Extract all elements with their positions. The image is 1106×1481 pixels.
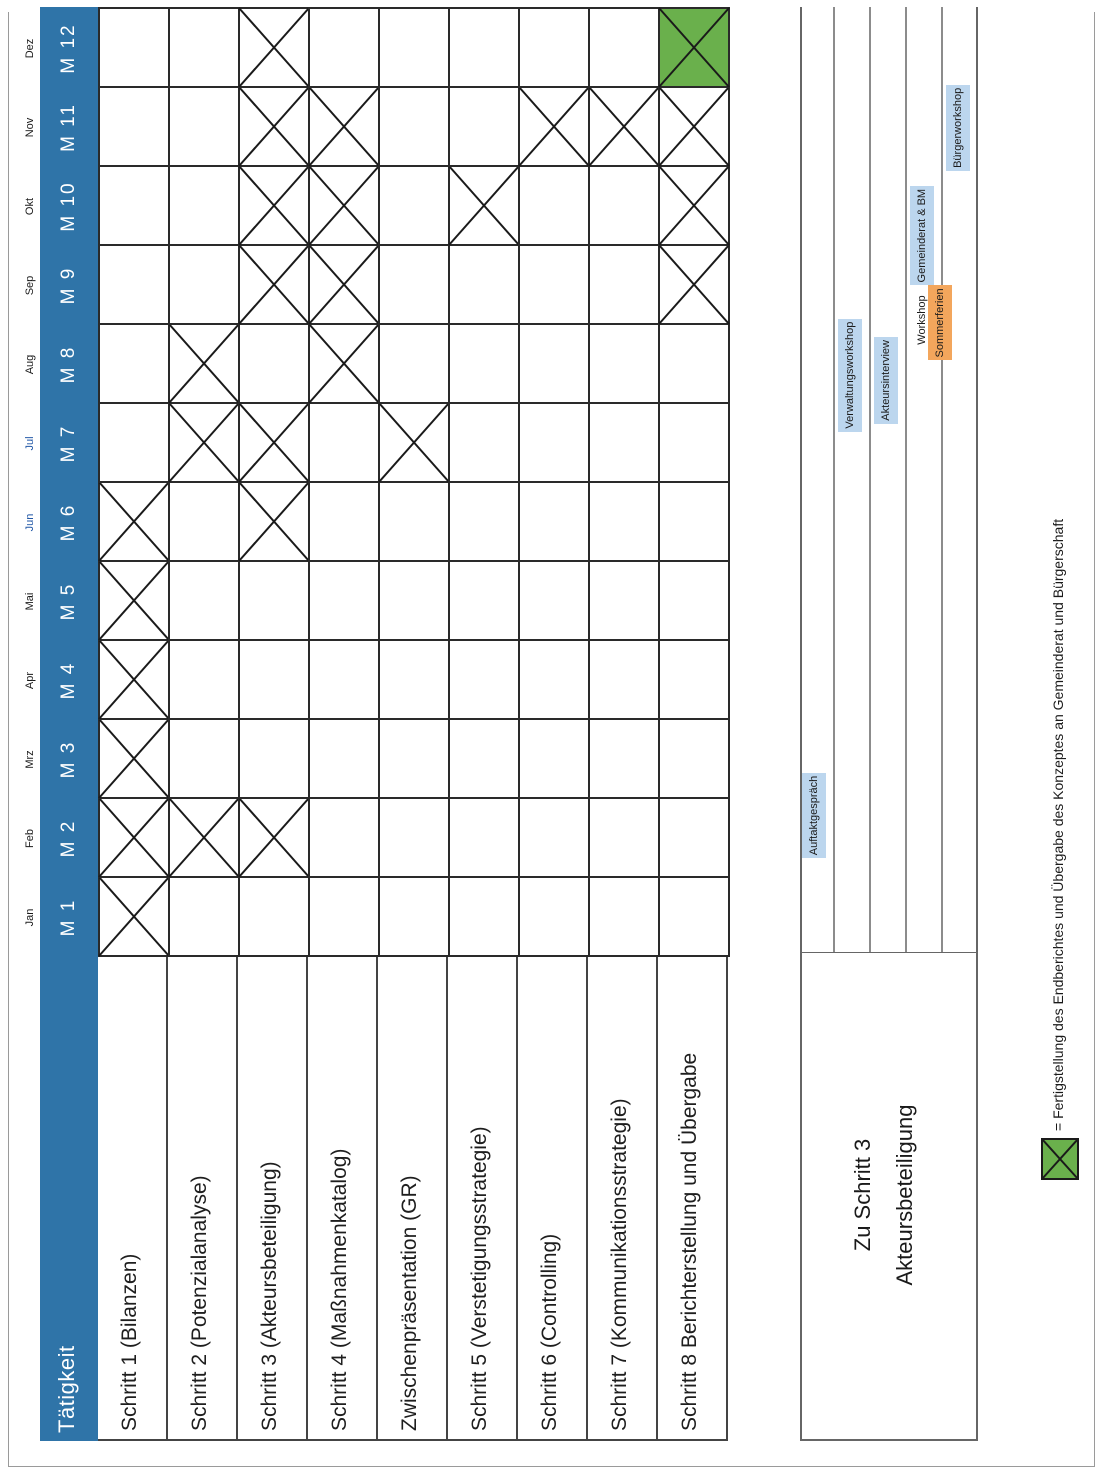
month-column-header: M 9 bbox=[58, 266, 79, 305]
grid-cell bbox=[169, 719, 239, 798]
grid-cell bbox=[99, 403, 169, 482]
month-column-header: M 1 bbox=[58, 898, 79, 937]
table-row-label bbox=[98, 957, 168, 1441]
grid-cell bbox=[589, 877, 659, 956]
grid-cell bbox=[379, 640, 449, 719]
grid-cell bbox=[659, 798, 729, 877]
grid-cell bbox=[519, 166, 589, 245]
grid-cell bbox=[659, 561, 729, 640]
grid-cell bbox=[169, 87, 239, 166]
activity-label: Schritt 6 (Controlling) bbox=[538, 1233, 561, 1431]
grid-cell bbox=[169, 8, 239, 87]
grid-cell bbox=[589, 403, 659, 482]
month-column-header: M 5 bbox=[58, 582, 79, 621]
grid-cell bbox=[589, 719, 659, 798]
month-name: Okt bbox=[24, 197, 36, 216]
grid-cell bbox=[379, 87, 449, 166]
subtable-label-box bbox=[800, 953, 978, 1441]
table-row-label bbox=[588, 957, 658, 1441]
table-row-label bbox=[448, 957, 518, 1441]
month-name: Aug bbox=[24, 354, 36, 375]
grid-cell bbox=[449, 561, 519, 640]
grid-cell bbox=[449, 324, 519, 403]
grid-cell bbox=[169, 640, 239, 719]
activity-label: Schritt 1 (Bilanzen) bbox=[118, 1253, 141, 1431]
grid-cell bbox=[239, 877, 309, 956]
grid-cell bbox=[519, 640, 589, 719]
month-name: Mrz bbox=[24, 750, 36, 769]
grid-cell bbox=[519, 245, 589, 324]
month-name: Jan bbox=[24, 908, 36, 927]
grid-cell bbox=[449, 640, 519, 719]
grid-cell bbox=[519, 324, 589, 403]
month-column-header: M 3 bbox=[58, 740, 79, 779]
activity-label: Schritt 8 Berichterstellung und Übergabe bbox=[678, 1052, 701, 1431]
grid-cell bbox=[99, 8, 169, 87]
grid-cell bbox=[449, 8, 519, 87]
activity-label: Zwischenpräsentation (GR) bbox=[398, 1175, 421, 1431]
grid-cell bbox=[309, 403, 379, 482]
subtable-label-line2: Akteursbeteiligung bbox=[892, 1104, 917, 1286]
grid-cell bbox=[659, 482, 729, 561]
grid-cell bbox=[449, 403, 519, 482]
grid-cell bbox=[309, 8, 379, 87]
month-name: Mai bbox=[24, 592, 36, 611]
grid-cell bbox=[379, 719, 449, 798]
grid-cell bbox=[99, 245, 169, 324]
grid-cell bbox=[239, 719, 309, 798]
table-row-label bbox=[378, 957, 448, 1441]
month-name: Sep bbox=[24, 275, 36, 296]
grid-cell bbox=[449, 482, 519, 561]
grid-cell bbox=[169, 877, 239, 956]
activity-column-header: Tätigkeit bbox=[54, 1345, 79, 1433]
table-header bbox=[40, 7, 98, 1441]
grid-cell bbox=[99, 166, 169, 245]
grid-cell bbox=[379, 245, 449, 324]
month-name: Feb bbox=[24, 829, 36, 848]
grid-cell bbox=[169, 245, 239, 324]
legend-completed-swatch bbox=[1040, 1137, 1080, 1181]
page-frame-line bbox=[8, 12, 9, 1467]
month-name: Jul bbox=[24, 436, 36, 451]
grid-cell bbox=[589, 245, 659, 324]
table-row-label bbox=[658, 957, 728, 1441]
page-frame-line bbox=[1094, 12, 1095, 1467]
month-name: Jun bbox=[24, 513, 36, 532]
grid-cell bbox=[589, 324, 659, 403]
subtable-label-line1: Zu Schritt 3 bbox=[850, 1138, 875, 1252]
grid-cell bbox=[519, 877, 589, 956]
grid-cell bbox=[239, 561, 309, 640]
milestone-label: Workshop bbox=[916, 295, 928, 345]
grid-cell bbox=[449, 245, 519, 324]
grid-cell bbox=[309, 719, 379, 798]
grid-cell bbox=[449, 798, 519, 877]
grid-cell bbox=[239, 640, 309, 719]
grid-cell bbox=[379, 8, 449, 87]
table-row-label bbox=[518, 957, 588, 1441]
grid-cell bbox=[169, 166, 239, 245]
grid-cell bbox=[519, 403, 589, 482]
grid-cell bbox=[659, 877, 729, 956]
grid-cell bbox=[99, 324, 169, 403]
grid-cell bbox=[309, 640, 379, 719]
activity-label: Schritt 2 (Potenzialanalyse) bbox=[188, 1175, 211, 1431]
grid-cell bbox=[309, 877, 379, 956]
grid-cell bbox=[309, 561, 379, 640]
grid-cell bbox=[379, 561, 449, 640]
grid-cell bbox=[379, 166, 449, 245]
grid-cell bbox=[449, 877, 519, 956]
month-column-header: M 10 bbox=[58, 181, 79, 232]
milestone-label: Verwaltungsworkshop bbox=[838, 319, 862, 432]
month-names-row bbox=[20, 11, 40, 1441]
milestone-label: Sommerferien bbox=[928, 285, 952, 360]
grid-cell bbox=[379, 482, 449, 561]
month-name: Apr bbox=[24, 671, 36, 690]
grid-cell bbox=[379, 798, 449, 877]
month-column-header: M 12 bbox=[58, 23, 79, 74]
month-column-header: M 6 bbox=[58, 503, 79, 542]
grid-cell bbox=[589, 482, 659, 561]
grid-cell bbox=[589, 166, 659, 245]
month-column-header: M 8 bbox=[58, 345, 79, 384]
schedule-grid bbox=[98, 7, 730, 957]
table-row-label bbox=[308, 957, 378, 1441]
grid-cell bbox=[449, 87, 519, 166]
grid-cell bbox=[589, 640, 659, 719]
page-frame-line bbox=[8, 1466, 1095, 1467]
grid-cell bbox=[449, 719, 519, 798]
month-column-header: M 7 bbox=[58, 424, 79, 463]
grid-cell bbox=[379, 877, 449, 956]
grid-cell bbox=[659, 719, 729, 798]
grid-cell bbox=[519, 561, 589, 640]
table-row-label bbox=[168, 957, 238, 1441]
grid-cell bbox=[309, 482, 379, 561]
month-column-header: M 4 bbox=[58, 661, 79, 700]
month-column-header: M 11 bbox=[58, 103, 79, 152]
legend-text: = Fertigstellung des Endberichtes und Übergabe des Konzeptes an Gemeinderat und Bürgerschaft bbox=[1050, 518, 1066, 1131]
activity-label: Schritt 4 (Maßnahmenkatalog) bbox=[328, 1148, 351, 1431]
grid-cell bbox=[309, 798, 379, 877]
activity-label: Schritt 7 (Kommunikationsstrategie) bbox=[608, 1098, 631, 1431]
grid-cell bbox=[659, 324, 729, 403]
milestone-label: Auftaktgespräch bbox=[802, 773, 826, 859]
grid-cell bbox=[519, 482, 589, 561]
table-row-label bbox=[238, 957, 308, 1441]
month-name: Nov bbox=[24, 117, 36, 138]
grid-cell bbox=[169, 561, 239, 640]
grid-cell bbox=[589, 8, 659, 87]
grid-cell bbox=[239, 324, 309, 403]
milestone-label: Gemeinderat & BM bbox=[910, 186, 934, 286]
milestone-label: Akteursinterview bbox=[874, 337, 898, 424]
month-column-header: M 2 bbox=[58, 819, 79, 858]
activity-label: Schritt 5 (Verstetigungsstrategie) bbox=[468, 1126, 491, 1431]
grid-cell bbox=[589, 561, 659, 640]
grid-cell bbox=[659, 640, 729, 719]
grid-cell bbox=[589, 798, 659, 877]
activity-label: Schritt 3 (Akteursbeteiligung) bbox=[258, 1161, 281, 1431]
grid-cell bbox=[169, 482, 239, 561]
grid-cell bbox=[519, 798, 589, 877]
stakeholder-subtable bbox=[800, 7, 978, 1441]
grid-cell bbox=[519, 8, 589, 87]
grid-cell bbox=[379, 324, 449, 403]
grid-cell bbox=[519, 719, 589, 798]
milestone-label: Bürgerworkshop bbox=[946, 85, 970, 171]
grid-cell bbox=[659, 403, 729, 482]
month-name: Dez bbox=[24, 38, 36, 59]
grid-cell bbox=[99, 87, 169, 166]
